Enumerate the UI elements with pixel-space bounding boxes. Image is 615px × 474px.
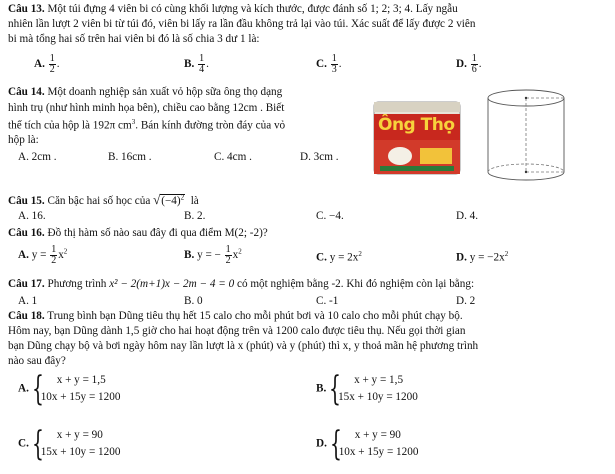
q14-line1: Câu 14. Một doanh nghiệp sản xuất vỏ hộp sữa ông thọ dạng [8, 86, 283, 98]
q17-option-a: A. 1 [18, 295, 38, 307]
q15-option-b: B. 2. [184, 210, 206, 222]
q17-text: Câu 17. Phương trình x² − 2(m+1)x − 2m − 4 = 0 có một nghiệm bằng -2. Khi đó nghiệm còn lại bằng: [8, 278, 475, 290]
milk-can-image [372, 96, 462, 178]
q18-line2: Hôm nay, bạn Dũng dành 1,5 giờ cho hai hoạt động trên và 1200 calo được tiêu thụ. Nếu gọi thời gian [8, 325, 466, 337]
q14-option-b: B. 16cm . [108, 151, 152, 163]
q13-line3: bi mà tổng hai số trên hai viên bi đó là số chia 3 dư 1 là: [8, 33, 260, 45]
q13-option-c: C. $\frac{1}{3}$ . [316, 53, 342, 75]
q14-option-c: C. 4cm . [214, 151, 252, 163]
q15-option-a: A. 16. [18, 210, 46, 222]
q18-line4: nào sau đây? [8, 355, 66, 367]
q18-option-b: B. { x + y = 1,5 15x + 10y = 1200 [316, 369, 418, 409]
q15-option-c: C. −4. [316, 210, 344, 222]
q13-option-b: B. $\frac{1}{4}$ . [184, 53, 209, 75]
q17-option-b: B. 0 [184, 295, 203, 307]
q17-option-d: D. 2 [456, 295, 476, 307]
q17-option-c: C. -1 [316, 295, 339, 307]
q18-option-a: A. { x + y = 1,5 10x + 15y = 1200 [18, 369, 121, 409]
q13-option-a: A. $\frac{1}{2}$ . [34, 53, 60, 75]
q16-option-b: B. y = − $\frac{1}{2}$ $x^2$ [184, 244, 242, 266]
q14-option-a: A. 2cm . [18, 151, 57, 163]
q13-line1: Câu 13. Một túi đựng 4 viên bi có cùng khối lượng và kích thước, được đánh số 1; 2; 3; 4. Lấy ngẫu [8, 3, 458, 15]
q18-line1: Câu 18. Trung bình bạn Dũng tiêu thụ hết 15 calo cho mỗi phút bơi và 10 calo cho mỗi phút chạy bộ. [8, 310, 463, 322]
q16-text: Câu 16. Đồ thị hàm số nào sau đây đi qua điểm M(2; -2)? [8, 227, 268, 239]
q15-text: Câu 15. Căn bậc hai số học của $√(-4)^2$ là [8, 192, 199, 207]
q13-option-d: D. $\frac{1}{6}$ . [456, 53, 482, 75]
q14-line2: hình trụ (như hình minh họa bên), chiều cao bằng 12cm . Biết [8, 102, 285, 114]
q16-option-d: D. $y = -2x^2$ [456, 250, 509, 264]
q18-option-c: C. { x + y = 90 15x + 10y = 1200 [18, 424, 121, 464]
q15-option-d: D. 4. [456, 210, 479, 222]
q14-option-d: D. 3cm . [300, 151, 339, 163]
q13-line2: nhiên lần lượt 2 viên bi từ túi đó, viên bi lấy ra lần đầu không trả lại vào túi. Xác suất để lấy được 2 viên [8, 18, 476, 30]
q16-option-c: C. $y = 2x^2$ [316, 250, 362, 264]
milk-can-brand: Ông Thọ [378, 115, 455, 135]
q14-line4: hộp là: [8, 134, 39, 146]
q16-option-a: A. y = $\frac{1}{2}$ $x^2$ [18, 244, 68, 266]
q18-option-d: D. { x + y = 90 10x + 15y = 1200 [316, 424, 419, 464]
q14-line3: thể tích của hộp là 192π $cm^3$. Bán kính đường tròn đáy của vỏ [8, 118, 286, 132]
q18-line3: bạn Dũng chạy bộ và bơi ngày hôm nay lần lượt là x (phút) và y (phút) thì x, y thoả mãn hệ phương trình [8, 340, 479, 352]
cylinder-diagram [484, 88, 568, 184]
